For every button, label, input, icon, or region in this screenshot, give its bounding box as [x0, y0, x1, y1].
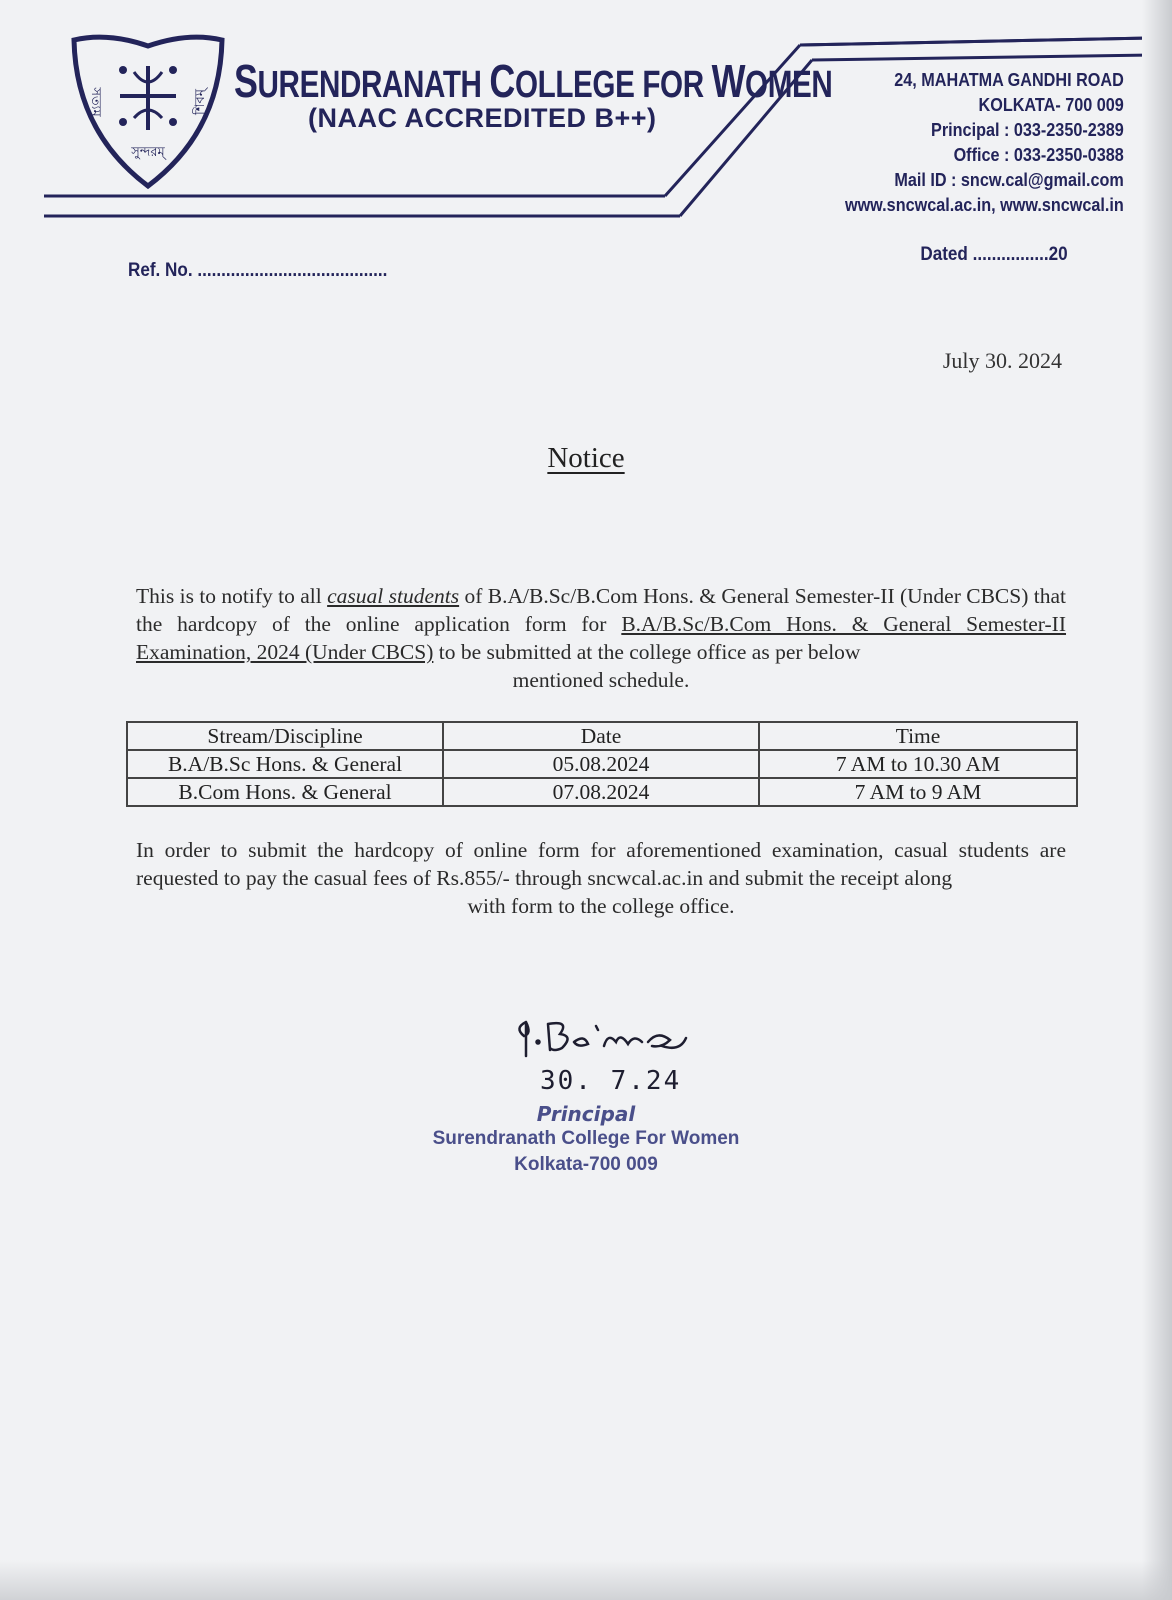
address-line-1: 24, MAHATMA GANDHI ROAD	[894, 70, 1124, 90]
notice-title: Notice	[547, 442, 625, 474]
page-edge-shadow	[1142, 0, 1172, 1600]
crest-left-text: সত্যম	[88, 87, 103, 117]
crest-bottom-text: সুন্দরম্	[131, 145, 165, 160]
office-phone: Office : 033-2350-0388	[953, 145, 1124, 165]
principal-phone: Principal : 033-2350-2389	[931, 120, 1124, 140]
dated-field: Dated ................20	[920, 244, 1068, 265]
stamp-principal: Principal	[536, 1102, 636, 1126]
exam-name-text: B.A/B.Sc/B.Com Hons. & General Semester-II Examination, 2024 (Under CBCS)	[136, 612, 1067, 664]
schedule-table	[126, 721, 1078, 807]
ref-no: Ref. No. ........................................	[128, 260, 388, 281]
college-crest-icon	[68, 32, 228, 192]
casual-students-text: casual students	[327, 584, 460, 608]
notice-paragraph-1: This is to notify to all casual students of B.A/B.Sc/B.Com Hons. & General Semester-II (Under CBCS) that the hardcopy of the online application form for B.A/B.Sc/B.Com Hons. & General Semester-II Examination, 2024 (Under CBCS) to be submitted at the college office as per below mentioned schedule.	[136, 584, 1067, 692]
mail-id: Mail ID : sncw.cal@gmail.com	[894, 170, 1124, 190]
stamp-city: Kolkata-700 009	[514, 1154, 658, 1175]
college-address-block	[814, 68, 1124, 218]
notice-date: July 30. 2024	[942, 348, 1062, 373]
cell-time: 7 AM to 9 AM	[759, 778, 1077, 806]
websites: www.sncwcal.ac.in, www.sncwcal.in	[845, 195, 1124, 215]
page-bottom-shadow	[0, 1560, 1172, 1600]
cell-date: 05.08.2024	[443, 750, 759, 778]
header-date: Date	[443, 722, 759, 750]
accreditation: (NAAC ACCREDITED B++)	[308, 103, 657, 133]
table-header-row	[127, 722, 1077, 750]
cell-stream: B.A/B.Sc Hons. & General	[127, 750, 443, 778]
cell-date: 07.08.2024	[443, 778, 759, 806]
table-row	[127, 750, 1077, 778]
stamp-college: Surendranath College For Women	[432, 1128, 740, 1149]
cell-stream: B.Com Hons. & General	[127, 778, 443, 806]
college-name: SURENDRANATH COLLEGE FOR WOMEN	[234, 55, 833, 107]
signature-date: 30. 7.24	[540, 1066, 682, 1096]
principal-signature	[512, 1012, 702, 1072]
header-time: Time	[759, 722, 1077, 750]
table-row	[127, 778, 1077, 806]
header-stream: Stream/Discipline	[127, 722, 443, 750]
notice-paragraph-2: In order to submit the hardcopy of online form for aforementioned examination, casual students are requested to pay the casual fees of Rs.855/- through sncwcal.ac.in and submit the receipt along with form to the college office.	[136, 838, 1066, 918]
crest-right-text: শিবম্	[193, 89, 208, 115]
cell-time: 7 AM to 10.30 AM	[759, 750, 1077, 778]
address-line-2: KOLKATA- 700 009	[978, 95, 1124, 115]
